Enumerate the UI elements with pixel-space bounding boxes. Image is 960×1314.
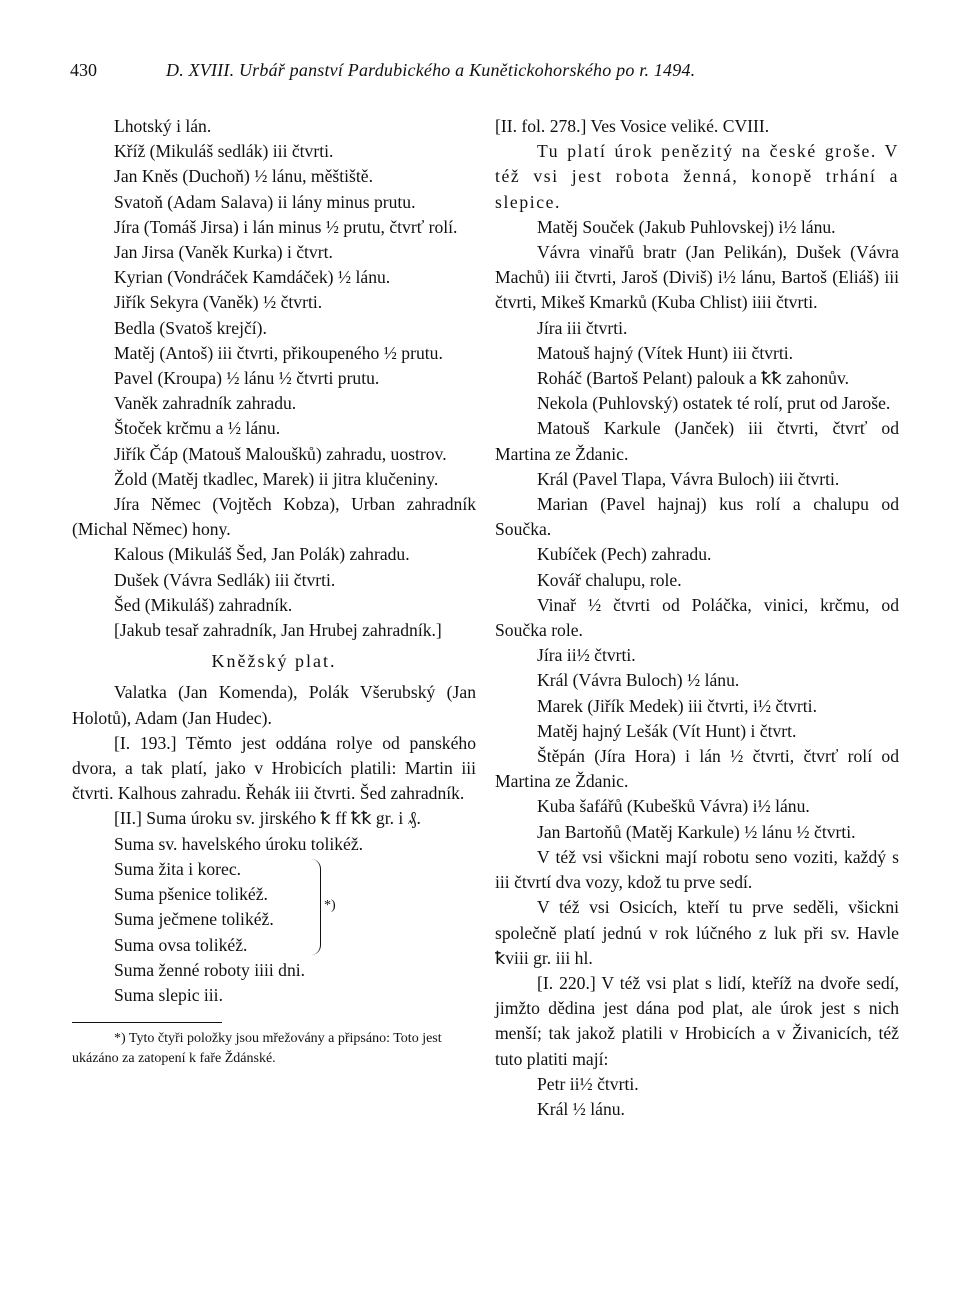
right-entry: Jan Bartoňů (Matěj Karkule) ½ lánu ½ čtvrti. xyxy=(537,821,856,842)
right-entry: Tu platí úrok penězitý na české groše. V též vsi jest robota ženná, konopě trhání a slepice. xyxy=(495,141,899,212)
left-entry: Jan Jirsa (Vaněk Kurka) i čtvrt. xyxy=(114,242,333,263)
left-entry: Jíra (Tomáš Jirsa) i lán minus ½ prutu, čtvrť rolí. xyxy=(114,216,458,237)
right-entry: Kovář chalupu, role. xyxy=(537,569,682,590)
sum-line: Suma ovsa tolikéž. xyxy=(114,934,248,955)
left-entry: Kyrian (Vondráček Kamdáček) ½ lánu. xyxy=(114,267,391,288)
right-entry: Matěj hajný Lešák (Vít Hunt) i čtvrt. xyxy=(537,720,797,741)
left-entry: Kněžský plat. xyxy=(211,651,337,672)
sum-line: Suma ječmene tolikéž. xyxy=(114,909,274,930)
right-entry: Roháč (Bartoš Pelant) palouk a ꝁꝁ zahonův. xyxy=(537,368,850,389)
left-entry: Žold (Matěj tkadlec, Marek) ii jitra klučeniny. xyxy=(114,468,439,489)
right-entry: V též vsi všickni mají robotu seno voziti, každý s iii čtvrtí dva vozy, kdož tu prve sedí. xyxy=(495,846,899,893)
footnote-divider xyxy=(72,1022,222,1023)
right-entry: V též vsi Osicích, kteří tu prve seděli, všickni společně platí jednú v rok lúčného z luk při sv. Havle ꝁviii gr. iii hl. xyxy=(495,897,899,968)
left-entry: Pavel (Kroupa) ½ lánu ½ čtvrti prutu. xyxy=(114,368,380,389)
left-entries xyxy=(72,114,476,857)
left-column xyxy=(72,114,476,1069)
left-entry: [Jakub tesař zahradník, Jan Hrubej zahradník.] xyxy=(114,620,442,641)
footnote: *) Tyto čtyři položky jsou mřežovány a připsáno: Toto jest ukázáno za zatopení k faře Ždánské. xyxy=(72,1031,442,1067)
after-sums xyxy=(72,958,476,1008)
right-entry: Marian (Pavel hajnaj) kus rolí a chalupu od Součka. xyxy=(495,494,899,540)
sum-line: Suma ženné roboty iiii dni. xyxy=(114,959,306,980)
left-entry: Bedla (Svatoš krejčí). xyxy=(114,317,267,338)
right-entry: Nekola (Puhlovský) ostatek té rolí, prut od Jaroše. xyxy=(537,393,891,414)
right-entry: Král ½ lánu. xyxy=(537,1098,625,1119)
right-entries xyxy=(495,114,899,1122)
sum-line: Suma slepic iii. xyxy=(114,984,223,1005)
right-entry: Matouš hajný (Vítek Hunt) iii čtvrti. xyxy=(537,342,794,363)
sum-line: Suma žita i korec. xyxy=(114,858,242,879)
right-entry: Kubíček (Pech) zahradu. xyxy=(537,544,712,565)
right-entry: Král (Vávra Buloch) ½ lánu. xyxy=(537,670,740,691)
right-entry: Štěpán (Jíra Hora) i lán ½ čtvrti, čtvrť rolí od Martina ze Ždanic. xyxy=(495,746,899,792)
left-entry: Jan Kněs (Duchoň) ½ lánu, měštiště. xyxy=(114,166,373,187)
right-entry: Kuba šafářů (Kubešků Vávra) i½ lánu. xyxy=(537,796,810,817)
right-entry: Vávra vinařů bratr (Jan Pelikán), Dušek (Vávra Machů) iii čtvrti, Jaroš (Diviš) i½ lánu, Bartoš (Eliáš) iii čtvrti, Mikeš Kmarků (Kuba Chlist) iiii čtvrti. xyxy=(495,242,899,313)
right-entry: Jíra iii čtvrti. xyxy=(537,317,628,338)
braced-sums-group xyxy=(72,857,476,958)
left-entry: Vaněk zahradník zahradu. xyxy=(114,393,297,414)
left-entry: Jíra Němec (Vojtěch Kobza), Urban zahradník (Michal Němec) hony. xyxy=(72,494,476,540)
left-entry: Matěj (Antoš) iii čtvrti, přikoupeného ½ prutu. xyxy=(114,342,443,363)
left-entry: Lhotský i lán. xyxy=(114,116,212,136)
page-header xyxy=(70,60,920,90)
right-entry: [II. fol. 278.] Ves Vosice veliké. CVIII. xyxy=(495,116,770,136)
left-entry: Valatka (Jan Komenda), Polák Všerubský (Jan Holotů), Adam (Jan Hudec). xyxy=(72,682,476,728)
left-entry: Jiřík Čáp (Matouš Maloušků) zahradu, uostrov. xyxy=(114,443,447,464)
braced-sums xyxy=(72,857,476,958)
left-entry: Jiřík Sekyra (Vaněk) ½ čtvrti. xyxy=(114,292,323,313)
left-entry: Šed (Mikuláš) zahradník. xyxy=(114,594,293,615)
right-entry: Jíra ii½ čtvrti. xyxy=(537,645,636,666)
left-entry: Štoček krčmu a ½ lánu. xyxy=(114,418,281,439)
right-entry: Petr ii½ čtvrti. xyxy=(537,1073,639,1094)
right-entry: Král (Pavel Tlapa, Vávra Buloch) iii čtvrti. xyxy=(537,468,840,489)
running-title: D. XVIII. Urbář panství Pardubického a Kunětickohorského po r. 1494. xyxy=(166,60,696,80)
left-entry: [I. 193.] Těmto jest oddána rolye od panského dvora, a tak platí, jako v Hrobicích platili: Martin iii čtvrti. Kalhous zahradu. Řehák iii čtvrti. Šed zahradník. xyxy=(72,732,476,804)
right-column xyxy=(495,114,899,1122)
right-entry: [I. 220.] V též vsi plat s lidí, kteříž na dvoře sedí, jimžto dědina jest dána pod plat, ale úrok jest s nich menší; tak jakož platili v Hrobicích a v Živanicích, též tuto platiti mají: xyxy=(495,972,899,1069)
left-entry: Kalous (Mikuláš Šed, Jan Polák) zahradu. xyxy=(114,544,410,565)
right-entry: Vinař ½ čtvrti od Poláčka, vinici, krčmu, od Součka role. xyxy=(495,594,899,641)
left-entry: Svatoň (Adam Salava) ii lány minus prutu. xyxy=(114,191,416,212)
right-entry: Matěj Souček (Jakub Puhlovskej) i½ lánu. xyxy=(537,216,836,237)
curly-brace-icon xyxy=(310,859,321,955)
left-entry: Suma sv. havelského úroku tolikéž. xyxy=(114,833,364,854)
left-entry: [II.] Suma úroku sv. jirského ꝁ ff ꝁꝁ gr. i ₰. xyxy=(114,808,421,829)
right-entry: Matouš Karkule (Janček) iii čtvrti, čtvrť od Martina ze Ždanic. xyxy=(495,418,899,464)
right-entry: Marek (Jiřík Medek) iii čtvrti, i½ čtvrti. xyxy=(537,695,817,716)
footnote-marker: *) xyxy=(324,897,336,913)
sum-line: Suma pšenice tolikéž. xyxy=(114,884,268,905)
page-number: 430 xyxy=(70,60,97,80)
left-entry: Dušek (Vávra Sedlák) iii čtvrti. xyxy=(114,569,336,590)
left-entry: Kříž (Mikuláš sedlák) iii čtvrti. xyxy=(114,141,334,162)
